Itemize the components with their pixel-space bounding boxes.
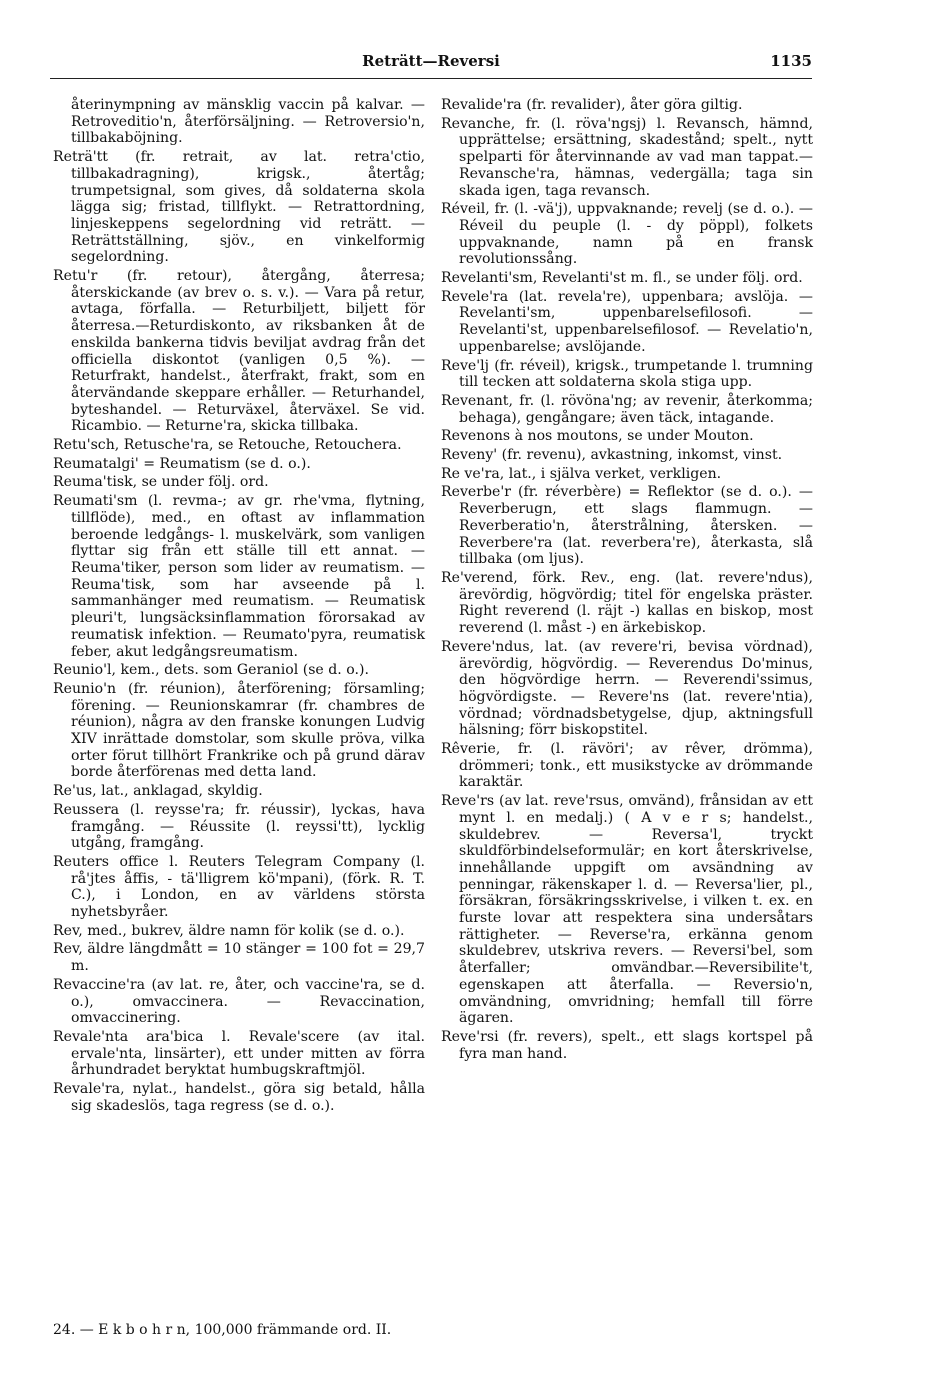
entry: Reumati'sm (l. revma-; av gr. rhe'vma, flytning, tillflöde), med., en oftast av inflammation beroende ledgångs- l. muskelvärk, som vanligen flyttar sig från ett ställe till ett annat. — Reuma'tiker, person som lider av reumatism. — Reuma'tisk, som har avseende på l. sammanhänger med reumatism. — Reumatisk pleuri't, lungsäcksinflammation förorsakad av reumatisk infektion. — Reumato'pyra, reumatisk feber, akut ledgångsreumatism. (53, 493, 425, 660)
entry: Revele'ra (lat. revela're), uppenbara; avslöja. — Revelanti'sm, uppenbarelsefilosofi. — Revelanti'st, uppenbarelsefilosof. — Revelatio'n, uppenbarelse; avslöjande. (441, 288, 813, 355)
entry: Revale'nta ara'bica l. Revale'scere (av ital. ervale'nta, linsärter), ett under mitten av förra århundradet beryktat humbugskraftmjöl. (53, 1028, 425, 1079)
entry: Reussera (l. reysse'ra; fr. réussir), lyckas, hava framgång. — Réussite (l. reyssi'tt), lycklig utgång, framgång. (53, 801, 425, 852)
entry: Réveil, fr. (l. -vä'j), uppvaknande; revelj (se d. o.). — Réveil du peuple (l. - dy pöppl), folkets uppvaknande, namn på en fransk revolutionssång. (441, 201, 813, 268)
entry: Reuters office l. Reuters Telegram Company (l. rå'jtes åffis, - tä'lligrem kö'mpani), (förk. R. T. C.), i London, en av världens största nyhetsbyråer. (53, 853, 425, 921)
entry: Rev, äldre längdmått = 10 stänger = 100 fot = 29,7 m. (53, 941, 425, 975)
entry: Revenons à nos moutons, se under Mouton. (441, 428, 754, 445)
entry: Re ve'ra, lat., i själva verket, verkligen. (441, 465, 722, 482)
entry: Reträ'tt (fr. retrait, av lat. retra'ctio, tillbakadragning), krigsk., återtåg; trumpetsignal, som gives, då soldaterna skola lägga sig; fristad, tillflykt. — Retrattordning, linjeskeppens segelordning vid reträtt. — Reträttställning, sjöv., en vinkelformig segelordning. (53, 149, 425, 266)
entry: Re'verend, förk. Rev., eng. (lat. revere'ndus), ärevördig, högvördig; titel för engelska präster. Right reverend (l. räjt -) kallas en biskop, most reverend (l. måst -) en ärkebiskop. (441, 569, 813, 637)
entry: Reveny' (fr. revenu), avkastning, inkomst, vinst. (441, 447, 783, 464)
entry: Rev, med., bukrev, äldre namn för kolik (se d. o.). (53, 922, 405, 939)
entry: Re'us, lat., anklagad, skyldig. (53, 783, 263, 800)
entry: Retu'sch, Retusche'ra, se Retouche, Retouchera. (53, 437, 402, 454)
entry: Retu'r (fr. retour), återgång, återresa; återskickande (av brev o. s. v.). — Vara på retur, avtaga, förfalla. — Returbiljett, biljett för återresa.—Returdiskonto, av riksbanken åt de enskilda bankerna tidvis beviljat avdrag från det officiella diskontot (vanligen 0,5 %). — Returfrakt, handelst., återfrakt, frakt, som en återvändande skeppare erhåller. — Returhandel, byteshandel. — Returväxel, återväxel. Se vid. Ricambio. — Returne'ra, skicka tillbaka. (53, 268, 425, 435)
entry: Reunio'l, kem., dets. som Geraniol (se d. o.). (53, 662, 369, 679)
entry: Revanche, fr. (l. röva'ngsj) l. Revansch, hämnd, upprättelse; ersättning, skadestånd; spelt., nytt spelparti för återvinnande av vad man tappat.—Revansche'ra, hämnas, vedergälla; taga sin skada igen, taga revansch. (441, 115, 813, 199)
entry: Reve'lj (fr. réveil), krigsk., trumpetande l. trumning till tecken att soldaterna skola stiga upp. (441, 357, 813, 391)
right-column (441, 97, 813, 1064)
entry: Revalide'ra (fr. revalider), åter göra giltig. (441, 97, 743, 113)
entry: Reumatalgi' = Reumatism (se d. o.). (53, 455, 311, 472)
entry: återinympning av mänsklig vaccin på kalvar. — Retroveditio'n, återförsäljning. — Retroversio'n, tillbakaböjning. (71, 97, 425, 147)
entry: Revenant, fr. (l. rövöna'ng; av revenir, återkomma; behaga), gengångare; även täck, intagande. (441, 392, 813, 426)
entry: Revere'ndus, lat. (av revere'ri, bevisa vördnad), ärevördig, högvördig. — Reverendus Do'minus, den högvördige herrn. — Reverendi'ssimus, högvördigste. — Revere'ns (lat. revere'ntia), vördnad; vördnadsbetygelse, djup, aktningsfull hälsning; förr biskopstitel. (441, 638, 813, 739)
running-header (50, 50, 812, 79)
entry: Revale'ra, nylat., handelst., göra sig betald, hålla sig skadeslös, taga regress (se d. o.). (53, 1081, 425, 1114)
entry: Revaccine'ra (av lat. re, åter, och vaccine'ra, se d. o.), omvaccinera. — Revaccination, omvaccinering. (53, 976, 425, 1027)
footer-signature: 24. — E k b o h r n, 100,000 främmande ord. II. (53, 1322, 392, 1338)
entry: Reverbe'r (fr. réverbère) = Reflektor (se d. o.). — Reverberugn, ett slags flammugn. — Reverberatio'n, återstrålning, återsken. — Reverbere'ra (lat. reverbera're), återkasta, slå tillbaka (om ljus). (441, 484, 813, 568)
entry: Reve'rs (av lat. reve'rsus, omvänd), frånsidan av ett mynt l. en medalj.) ( A v e r s; handelst., skuldebrev. — Reversa'l, tryckt skuldförbindelseformulär; en kort återskrivelse, innehållande uppgift om avsändning av penningar, räkenskaper l. d. — Reversa'lier, pl., försäkran, försäkringsskrivelse, i vilken t. ex. en furste lovar att respektera sina undersåtars rättigheter. — Reverse'ra, erkänna genom skuldebrev, utskriva revers. — Reversi'bel, som återfaller; omvändbar.—Reversibilite't, egenskapen att återfalla. — Reversio'n, omvändning, omvridning; hemfall till förre ägaren. (441, 793, 813, 1027)
header-title: Reträtt—Reversi (362, 52, 500, 70)
entry: Reuma'tisk, se under följ. ord. (53, 474, 269, 491)
entry: Revelanti'sm, Revelanti'st m. fl., se under följ. ord. (441, 270, 803, 287)
entry: Reve'rsi (fr. revers), spelt., ett slags kortspel på fyra man hand. (441, 1028, 813, 1062)
entry: Rêverie, fr. (l. rävöri'; av rêver, drömma), drömmeri; tonk., ett musikstycke av drömmande karaktär. (441, 741, 813, 791)
entry: Reunio'n (fr. réunion), återförening; församling; förening. — Reunionskamrar (fr. chambres de réunion), några av den franske konungen Ludvig XIV inrättade domstolar, som skulle pröva, vilka orter förut tillhört Frankrike och på grund därav borde återförenas med detta land. (53, 680, 425, 781)
page-number: 1135 (770, 52, 812, 70)
left-column (53, 97, 425, 1116)
